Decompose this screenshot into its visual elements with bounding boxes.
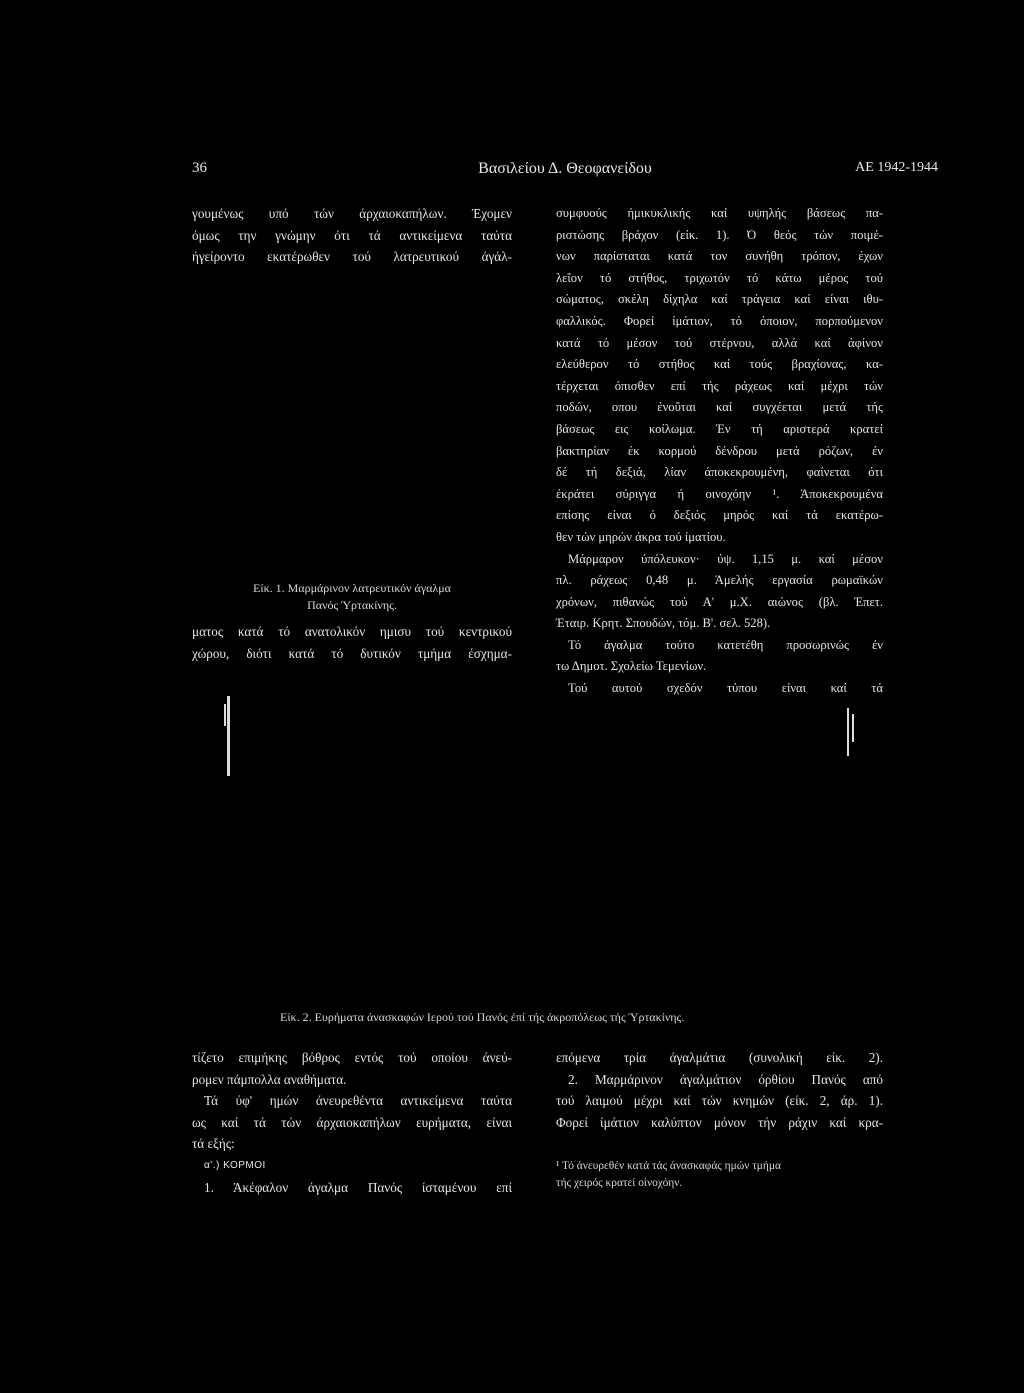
page-number: 36 bbox=[192, 160, 207, 176]
left-column-middle bbox=[192, 621, 512, 664]
text-line: Τά ύφ' ημών άνευρεθέντα αντικείμενα ταύτα bbox=[204, 1093, 512, 1109]
figure-2-photograph bbox=[192, 690, 892, 990]
footnote-line: τής χειρός κρατεί οίνοχόην. bbox=[556, 1177, 683, 1189]
text-line: έκράτει σύριγγα ή οινοχόην ¹. Άποκεκρουμένα bbox=[556, 486, 883, 501]
text-line: 1. Άκέφαλον άγαλμα Πανός ίσταμένου επί bbox=[204, 1179, 512, 1195]
left-column-bottom bbox=[192, 1047, 512, 1198]
caption-line: Πανός Ύρτακίνης. bbox=[307, 598, 397, 612]
right-column-bottom bbox=[556, 1047, 883, 1133]
photo-mark bbox=[847, 708, 849, 756]
left-column-top bbox=[192, 203, 512, 268]
text-line: ρομεν πάμπολλα αναθήματα. bbox=[192, 1071, 347, 1087]
text-line: ματος κατά τό ανατολικόν ημισυ τού κεντρικού bbox=[192, 624, 512, 639]
text-line: τω Δημοτ. Σχολείω Τεμενίων. bbox=[556, 659, 707, 674]
text-line: Μάρμαρον ύπόλευκον· ύψ. 1,15 μ. καί μέσον bbox=[568, 551, 883, 566]
text-line: όμως την γνώμην ότι τά αντικείμενα ταύτα bbox=[192, 227, 512, 243]
text-line: τίζετο επιμήκης βόθρος εντός τού οποίου άνεύ- bbox=[192, 1050, 512, 1065]
text-line: Έταιρ. Κρητ. Σπουδών, τόμ. Β'. σελ. 528). bbox=[556, 616, 771, 631]
text-line: βακτηρίαν έκ κορμού δένδρου μετά ρόζων, έν bbox=[556, 443, 883, 458]
text-line: φαλλικός. Φορεί ίμάτιον, τό όποιον, πορπούμενον bbox=[556, 313, 883, 328]
text-line: ήγείροντο εκατέρωθεν τού λατρευτικού άγάλ- bbox=[192, 249, 512, 265]
running-header bbox=[192, 160, 938, 182]
text-line: τά εξής: bbox=[192, 1136, 235, 1152]
footnote-line: ¹ Τό άνευρεθέν κατά τάς άνασκαφάς ημών τμήμα bbox=[556, 1160, 781, 1172]
text-line: Τού αυτού σχεδόν τύπου είναι καί τά bbox=[568, 681, 883, 696]
text-line: ελεύθερον τό στήθος καί τούς βραχίονας, κα- bbox=[556, 357, 883, 372]
text-line: σώματος, σκέλη δίχηλα καί τράγεια καί είναι ιθυ- bbox=[556, 292, 883, 307]
text-line: δέ τή δεξιά, λίαν άποκεκρουμένη, φαίνεται ότι bbox=[556, 465, 883, 480]
text-line: χώρου, διότι κατά τό δυτικόν τμήμα έσχημα- bbox=[192, 645, 512, 661]
text-line: επόμενα τρία άγαλμάτια (συνολική είκ. 2). bbox=[556, 1050, 883, 1065]
text-line: κατά τό μέσον τού στέρνου, αλλά καί άφίνον bbox=[556, 335, 883, 350]
text-line: Φορεί ίμάτιον καλύπτον μόνον τήν ράχιν καί κρα- bbox=[556, 1114, 883, 1130]
text-line: ως καί τά τών άρχαιοκαπήλων ευρήματα, είναι bbox=[192, 1114, 512, 1130]
text-line: ποδών, οπου ένοΰται καί συγχέεται μετά τής bbox=[556, 400, 883, 415]
text-line: τού λαιμού μέχρι καί τών κνημών (είκ. 2, άρ. 1). bbox=[556, 1093, 883, 1109]
text-line: λεΐον τό στήθος, τριχωτόν τό κάτω μέρος τού bbox=[556, 270, 883, 285]
text-line: ριστώσης βράχον (είκ. 1). Ό θεός τών ποιμέ- bbox=[556, 227, 883, 242]
journal-year: ΑΕ 1942-1944 bbox=[855, 160, 938, 175]
text-line: επίσης είναι ό δεξιός μηρός καί τά εκατέρω- bbox=[556, 508, 883, 523]
text-line: Τό άγαλμα τούτο κατετέθη προσωρινώς έν bbox=[568, 637, 883, 652]
text-line: γουμένως υπό τών άρχαιοκαπήλων. Έχομεν bbox=[192, 206, 512, 221]
text-line: νων παρίσταται κατά τον συνήθη τρόπον, έχων bbox=[556, 249, 883, 264]
text-line: τέρχεται όπισθεν επί τής ράχεως καί μέχρι τών bbox=[556, 378, 883, 393]
page-title: Βασιλείου Δ. Θεοφανείδου bbox=[478, 160, 652, 177]
text-line: 2. Μαρμάρινον άγαλμάτιον όρθίου Πανός από bbox=[568, 1071, 883, 1087]
photo-mark bbox=[227, 696, 230, 776]
section-heading: α'.) ΚΟΡΜΟΙ bbox=[204, 1159, 266, 1171]
photo-mark bbox=[852, 714, 854, 742]
photo-mark bbox=[224, 704, 226, 726]
figure-2-caption: Είκ. 2. Ευρήματα άνασκαφών Ιερού τού Πανός έπί τής άκροπόλεως τής Ύρτακίνης. bbox=[280, 1010, 685, 1024]
text-line: χρόνων, πιθανώς τού Α' μ.Χ. αιώνος (βλ. Έπετ. bbox=[556, 594, 883, 609]
text-line: συμφυούς ήμικυκλικής καί υψηλής βάσεως πα- bbox=[556, 206, 883, 220]
text-line: θεν τών μηρών άκρα τού ίματίου. bbox=[556, 529, 726, 544]
right-column-top bbox=[556, 203, 883, 700]
figure-1-caption bbox=[192, 580, 512, 614]
text-line: βάσεως εις κοίλωμα. Έν τή αριστερά κρατεί bbox=[556, 421, 883, 436]
footnote bbox=[556, 1158, 883, 1192]
caption-line: Είκ. 1. Μαρμάρινον λατρευτικόν άγαλμα bbox=[253, 581, 451, 595]
text-line: πλ. ράχεως 0,48 μ. Άμελής εργασία ρωμαϊκών bbox=[556, 573, 883, 588]
